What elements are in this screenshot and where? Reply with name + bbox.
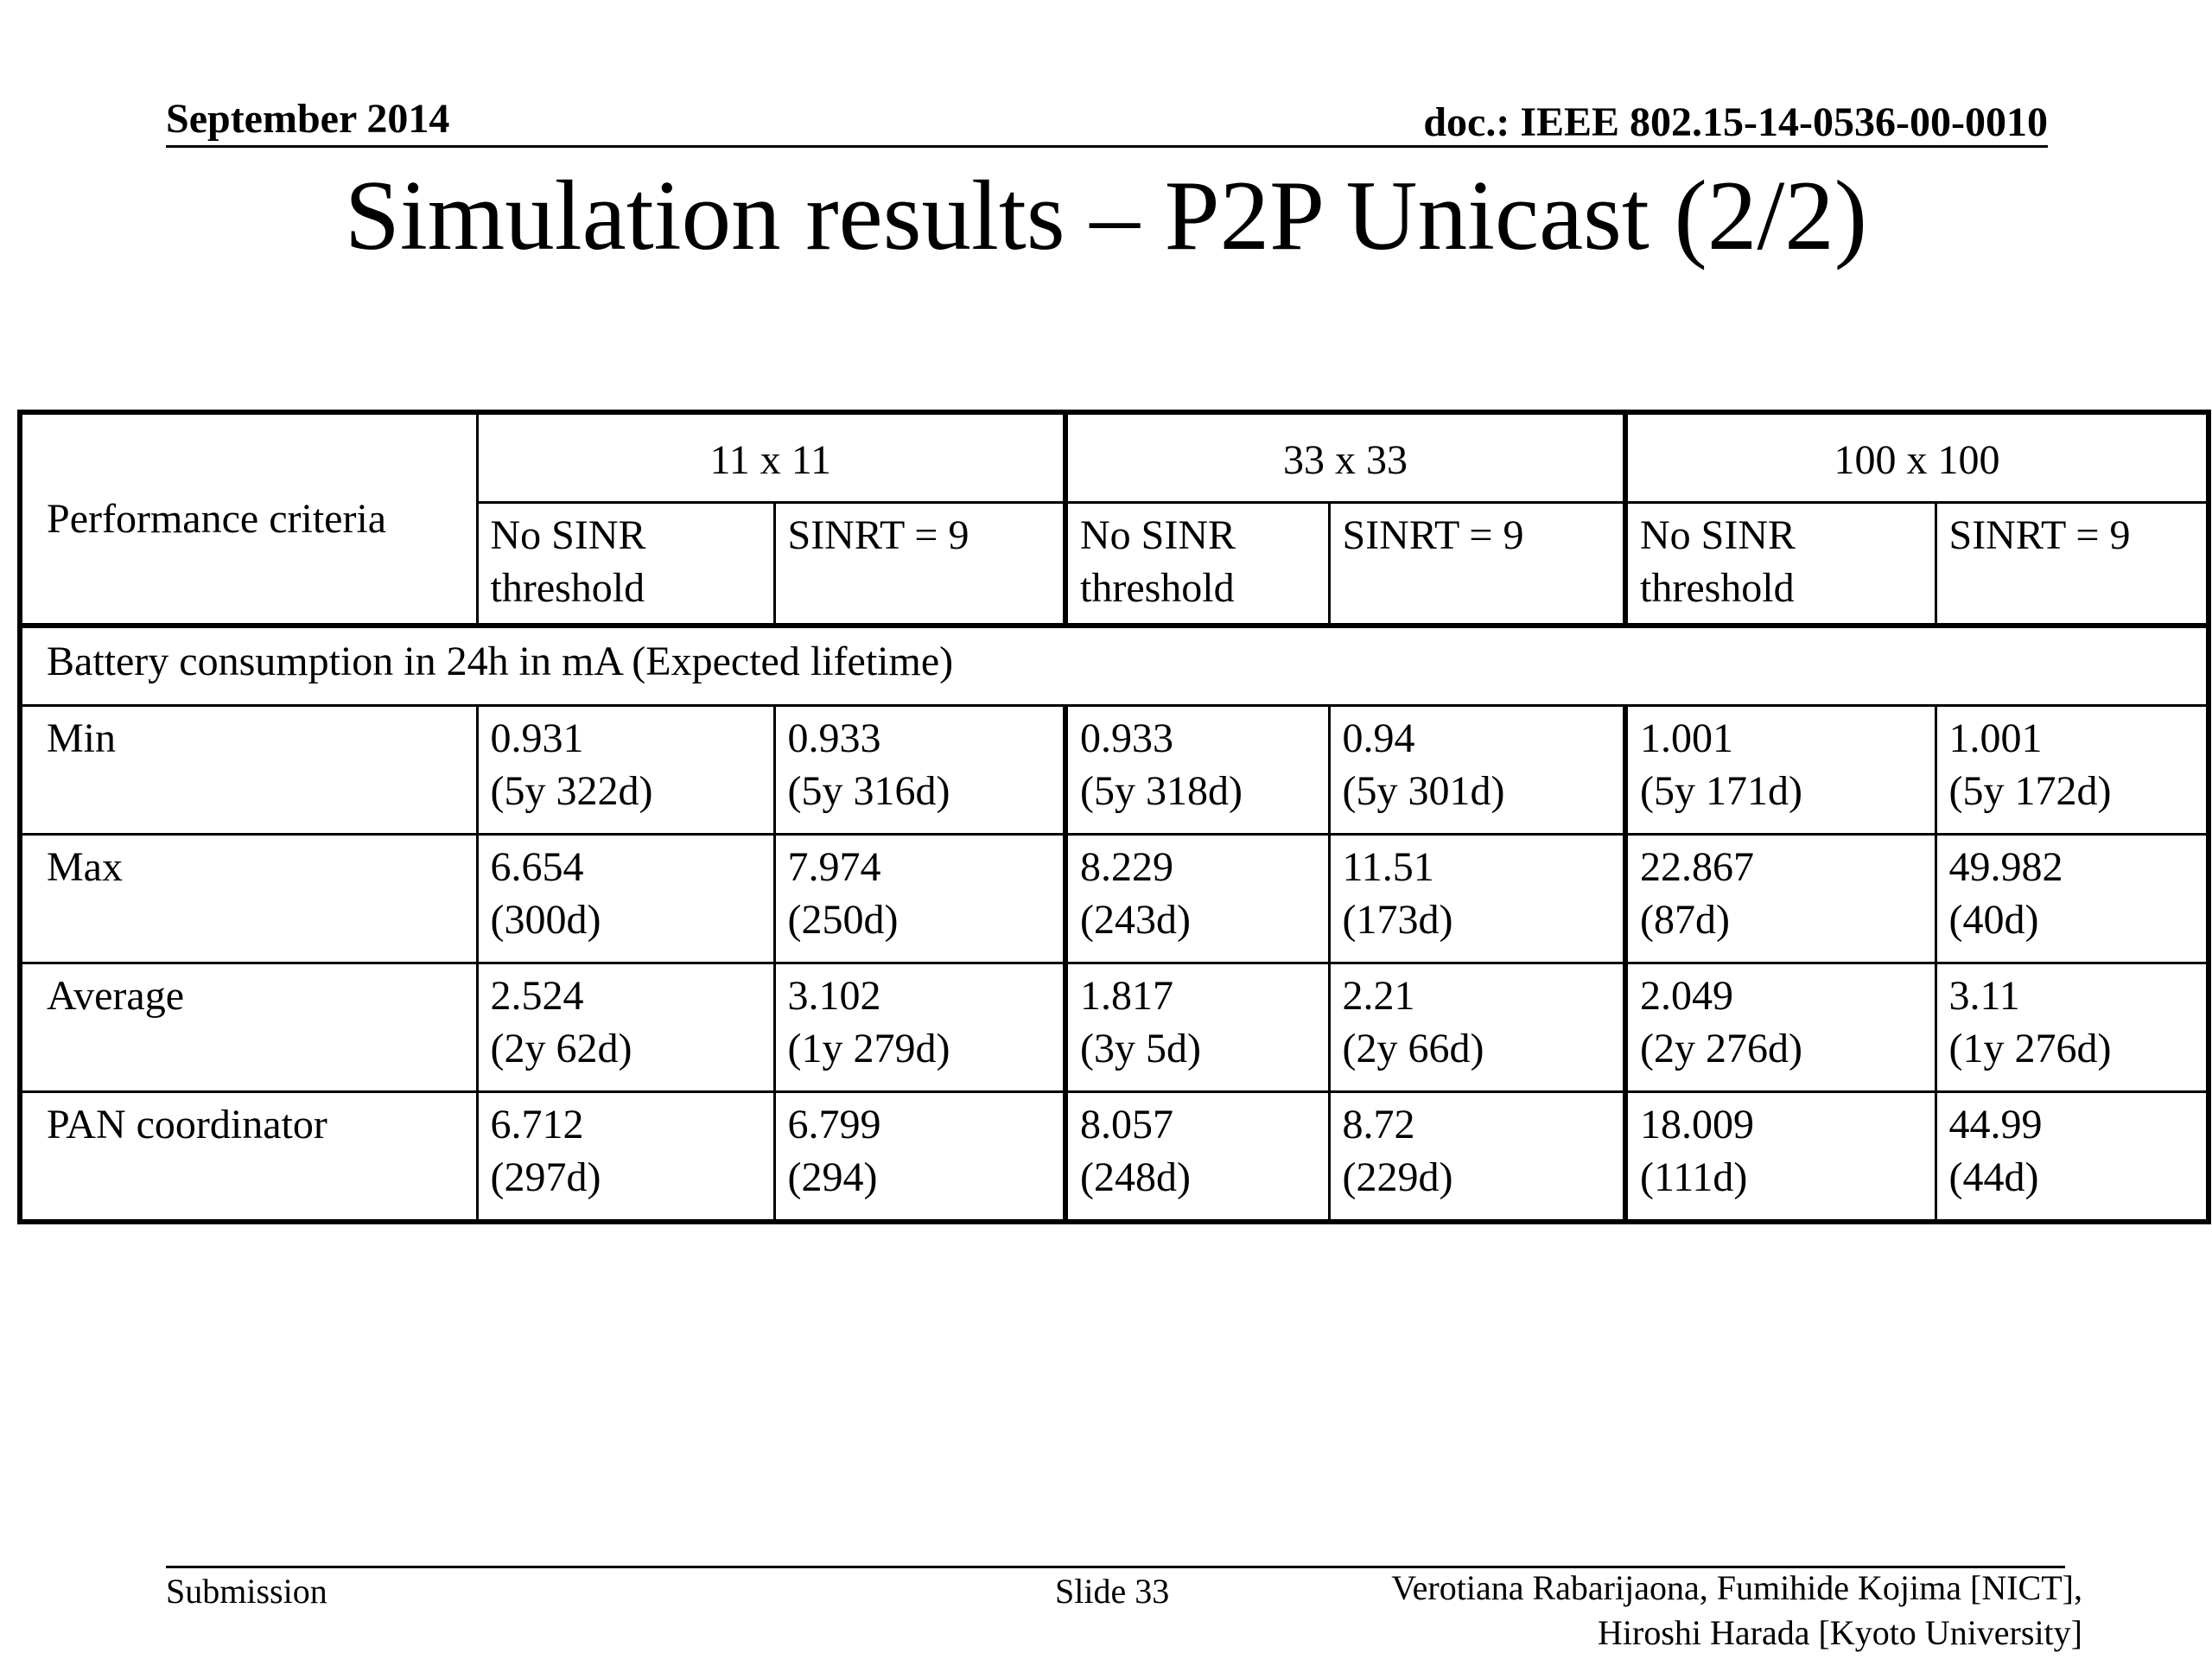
- cell-lifetime: (3y 5d): [1080, 1026, 1201, 1071]
- cell-lifetime: (250d): [787, 897, 899, 943]
- table-row-average: [20, 963, 2209, 1092]
- cell-lifetime: (40d): [1948, 897, 2039, 943]
- cell-value: 3.11: [1948, 973, 2020, 1019]
- cell-value: 49.982: [1948, 844, 2063, 890]
- data-cell: [1065, 835, 1329, 963]
- cell-lifetime: (5y 301d): [1342, 768, 1505, 814]
- table-row-pan-coordinator: [20, 1092, 2209, 1223]
- row-label: Average: [20, 963, 477, 1092]
- cell-value: 2.524: [490, 973, 584, 1019]
- group-header-100x100: 100 x 100: [1625, 412, 2209, 503]
- cell-value: 18.009: [1640, 1102, 1754, 1147]
- cell-value: 1.817: [1080, 973, 1173, 1019]
- cell-lifetime: (229d): [1342, 1154, 1453, 1200]
- cell-lifetime: (300d): [490, 897, 601, 943]
- cell-value: 7.974: [787, 844, 881, 890]
- data-cell: [1329, 963, 1625, 1092]
- subheader-cell: [1065, 503, 1329, 626]
- cell-lifetime: (2y 276d): [1640, 1026, 1802, 1071]
- subheader-cell: [1329, 503, 1625, 626]
- subheader-cell: [1936, 503, 2209, 626]
- data-cell: [1625, 706, 1936, 835]
- subheader-cell: [477, 503, 774, 626]
- cell-value: 3.102: [787, 973, 881, 1019]
- criteria-header: Performance criteria: [20, 412, 477, 626]
- subheader-line: SINRT = 9: [1948, 512, 2131, 558]
- data-cell: [1329, 1092, 1625, 1223]
- cell-lifetime: (5y 172d): [1948, 768, 2112, 814]
- cell-value: 0.931: [490, 715, 584, 761]
- footer-authors-line: Hiroshi Harada [Kyoto University]: [1598, 1613, 2082, 1652]
- row-label: Min: [20, 706, 477, 835]
- cell-value: 0.94: [1342, 715, 1415, 761]
- data-cell: [1936, 963, 2209, 1092]
- footer-authors: [1391, 1566, 2082, 1656]
- table-row-min: [20, 706, 2209, 835]
- cell-value: 8.72: [1342, 1102, 1415, 1147]
- subheader-line: threshold: [1080, 565, 1235, 611]
- data-cell: [774, 963, 1065, 1092]
- section-label: Battery consumption in 24h in mA (Expected lifetime): [20, 626, 2209, 706]
- data-cell: [1329, 706, 1625, 835]
- slide-title: Simulation results – P2P Unicast (2/2): [344, 161, 1868, 270]
- header-doc-id: doc.: IEEE 802.15-14-0536-00-0010: [1423, 99, 2048, 145]
- data-cell: [1329, 835, 1625, 963]
- cell-value: 2.21: [1342, 973, 1415, 1019]
- data-cell: [774, 706, 1065, 835]
- cell-value: 1.001: [1640, 715, 1733, 761]
- data-cell: [1065, 706, 1329, 835]
- subheader-line: No SINR: [1080, 512, 1236, 558]
- cell-lifetime: (2y 66d): [1342, 1026, 1484, 1071]
- cell-value: 8.057: [1080, 1102, 1173, 1147]
- results-table: [17, 410, 2211, 1224]
- cell-value: 11.51: [1342, 844, 1434, 890]
- cell-lifetime: (2y 62d): [490, 1026, 632, 1071]
- subheader-line: threshold: [1640, 565, 1795, 611]
- cell-lifetime: (294): [787, 1154, 878, 1200]
- subheader-line: No SINR: [1640, 512, 1796, 558]
- footer-authors-line: Verotiana Rabarijaona, Fumihide Kojima [NICT],: [1391, 1568, 2082, 1607]
- header-rule: [166, 145, 2048, 148]
- cell-lifetime: (5y 322d): [490, 768, 653, 814]
- data-cell: [477, 706, 774, 835]
- data-cell: [774, 1092, 1065, 1223]
- subheader-cell: [774, 503, 1065, 626]
- data-cell: [1936, 706, 2209, 835]
- data-cell: [1625, 835, 1936, 963]
- data-cell: [1936, 1092, 2209, 1223]
- cell-value: 22.867: [1640, 844, 1754, 890]
- data-cell: [477, 963, 774, 1092]
- subheader-line: SINRT = 9: [787, 512, 969, 558]
- cell-value: 1.001: [1948, 715, 2043, 761]
- footer-submission: Submission: [166, 1572, 327, 1611]
- data-cell: [1936, 835, 2209, 963]
- data-cell: [1625, 963, 1936, 1092]
- cell-lifetime: (5y 316d): [787, 768, 950, 814]
- subheader-line: SINRT = 9: [1342, 512, 1524, 558]
- cell-value: 44.99: [1948, 1102, 2043, 1147]
- header-date: September 2014: [166, 96, 450, 142]
- cell-value: 8.229: [1080, 844, 1173, 890]
- row-label: Max: [20, 835, 477, 963]
- cell-lifetime: (1y 276d): [1948, 1026, 2112, 1071]
- subheader-line: threshold: [490, 565, 645, 611]
- subheader-cell: [1625, 503, 1936, 626]
- cell-lifetime: (111d): [1640, 1154, 1748, 1200]
- subheader-line: No SINR: [490, 512, 646, 558]
- cell-lifetime: (5y 171d): [1640, 768, 1802, 814]
- data-cell: [1065, 963, 1329, 1092]
- table-row-max: [20, 835, 2209, 963]
- data-cell: [477, 835, 774, 963]
- cell-value: 0.933: [1080, 715, 1173, 761]
- cell-lifetime: (248d): [1080, 1154, 1191, 1200]
- data-cell: [774, 835, 1065, 963]
- cell-lifetime: (1y 279d): [787, 1026, 950, 1071]
- cell-lifetime: (5y 318d): [1080, 768, 1243, 814]
- cell-lifetime: (173d): [1342, 897, 1453, 943]
- data-cell: [1065, 1092, 1329, 1223]
- cell-value: 6.654: [490, 844, 584, 890]
- cell-value: 2.049: [1640, 973, 1733, 1019]
- table-header-row: [20, 412, 2209, 503]
- cell-value: 0.933: [787, 715, 881, 761]
- data-cell: [1625, 1092, 1936, 1223]
- row-label: PAN coordinator: [20, 1092, 477, 1223]
- section-row: [20, 626, 2209, 706]
- group-header-11x11: 11 x 11: [477, 412, 1065, 503]
- cell-lifetime: (44d): [1948, 1154, 2039, 1200]
- group-header-33x33: 33 x 33: [1065, 412, 1625, 503]
- footer-slide-number: Slide 33: [1055, 1572, 1170, 1611]
- cell-lifetime: (243d): [1080, 897, 1191, 943]
- data-cell: [477, 1092, 774, 1223]
- cell-lifetime: (87d): [1640, 897, 1730, 943]
- cell-value: 6.799: [787, 1102, 881, 1147]
- cell-lifetime: (297d): [490, 1154, 601, 1200]
- cell-value: 6.712: [490, 1102, 584, 1147]
